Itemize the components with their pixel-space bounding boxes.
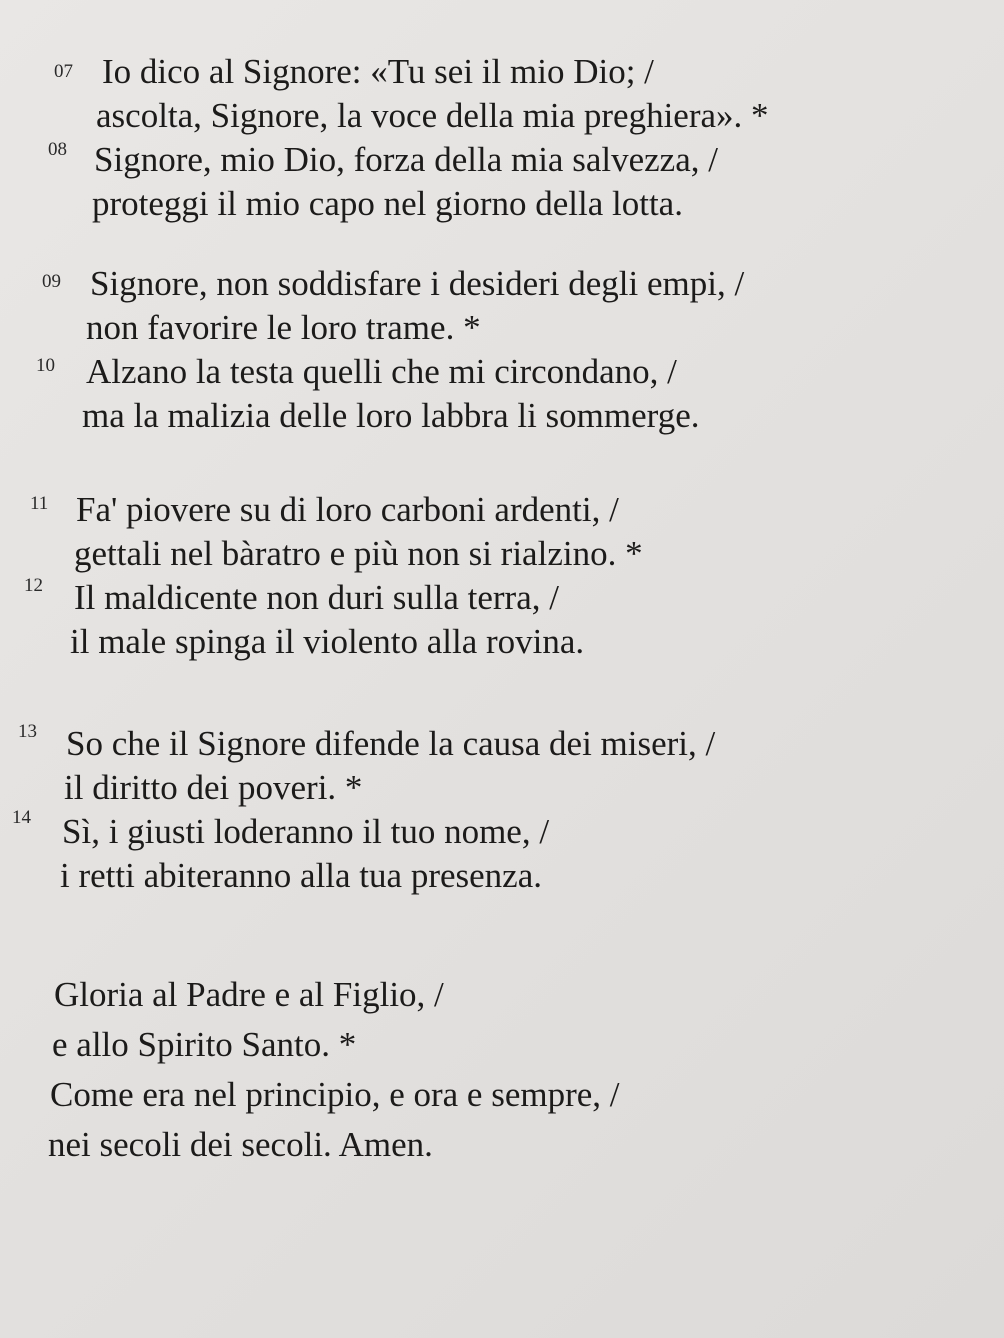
verse-number: 12: [24, 575, 43, 596]
verse-line: Sì, i giusti loderanno il tuo nome, /: [62, 812, 550, 851]
verse-number: 09: [42, 271, 61, 292]
verse-line: proteggi il mio capo nel giorno della lotta.: [92, 184, 683, 223]
verse-line: nei secoli dei secoli. Amen.: [48, 1125, 433, 1164]
gloria-stanza: [48, 970, 620, 1170]
verse-number: 08: [48, 139, 67, 160]
stanza-2: [36, 262, 745, 438]
verse-line: e allo Spirito Santo. *: [52, 1025, 357, 1064]
verse-line: Io dico al Signore: «Tu sei il mio Dio; /: [102, 52, 654, 91]
verse-line: ma la malizia delle loro labbra li sommerge.: [82, 396, 700, 435]
verse-line: So che il Signore difende la causa dei miseri, /: [66, 724, 716, 763]
verse-line: Signore, non soddisfare i desideri degli empi, /: [90, 264, 745, 303]
verse-line: Come era nel principio, e ora e sempre, /: [50, 1075, 620, 1114]
verse-number: 10: [36, 355, 55, 376]
verse-line: i retti abiteranno alla tua presenza.: [60, 856, 542, 895]
verse-line: Fa' piovere su di loro carboni ardenti, /: [76, 490, 619, 529]
verse-line: Signore, mio Dio, forza della mia salvezza, /: [94, 140, 718, 179]
verse-line: Gloria al Padre e al Figlio, /: [54, 975, 444, 1014]
verse-13: [18, 721, 716, 810]
verse-10: [36, 350, 744, 438]
verse-12: [24, 575, 643, 664]
verse-07: [54, 50, 769, 138]
verse-14: [12, 807, 715, 898]
verse-11: [30, 488, 643, 576]
stanza-3: [24, 488, 643, 664]
verse-line: il male spinga il violento alla rovina.: [70, 622, 585, 661]
verse-number: 14: [12, 807, 31, 828]
verse-number: 13: [18, 721, 37, 742]
verse-line: non favorire le loro trame. *: [86, 308, 481, 347]
verse-line: gettali nel bàratro e più non si rialzino. *: [74, 534, 643, 573]
stanza-4: [12, 721, 716, 898]
verse-line: il diritto dei poveri. *: [64, 768, 363, 807]
verse-number: 07: [54, 61, 73, 82]
verse-08: [48, 138, 769, 226]
verse-09: [42, 262, 745, 350]
verse-line: Il maldicente non duri sulla terra, /: [74, 578, 559, 617]
verse-line: ascolta, Signore, la voce della mia preghiera». *: [96, 96, 769, 135]
verse-line: Alzano la testa quelli che mi circondano, /: [86, 352, 677, 391]
stanza-1: [48, 50, 769, 226]
verse-number: 11: [30, 493, 49, 514]
doxology: [48, 970, 620, 1170]
